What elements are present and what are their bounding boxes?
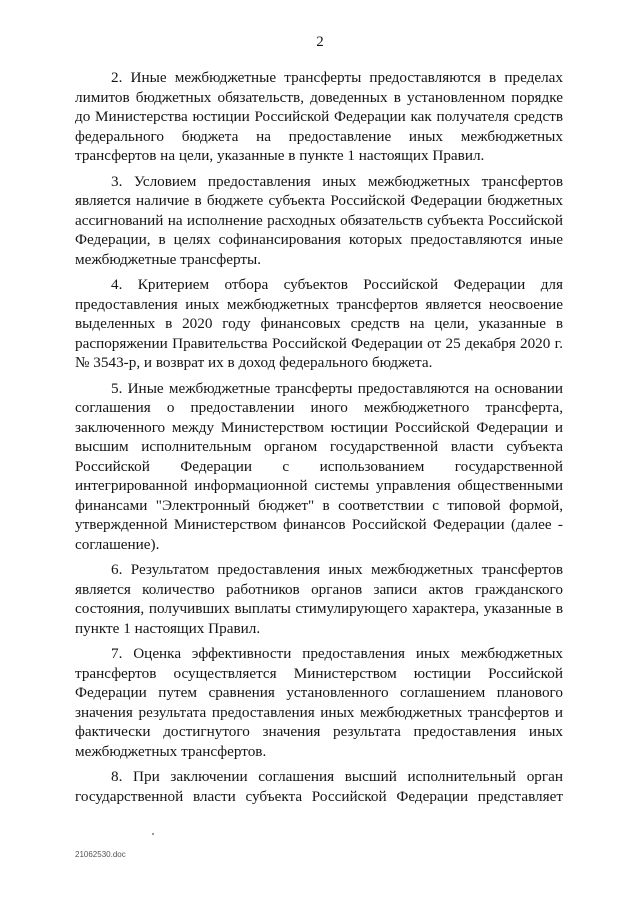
paragraph-5: 5. Иные межбюджетные трансферты предоставляются на основании соглашения о предоставлении иного межбюджетного трансферта, заключенного между Министерством юстиции Российской Федерации и высшим исполнительным органом государственной власти субъекта Российской Федерации с использованием государственной интегрированной информационной системы управления общественными финансами "Электронный бюджет" в соответствии с типовой формой, утвержденной Министерством финансов Российской Федерации (далее - соглашение). — [75, 379, 563, 553]
paragraph-7: 7. Оценка эффективности предоставления иных межбюджетных трансфертов осуществляется Министерством юстиции Российской Федерации путем сравнения установленного соглашением планового значения результата предоставления иных межбюджетных трансфертов и фактически достигнутого значения результата предоставления иных межбюджетных трансфертов. — [75, 645, 563, 760]
paragraph-3: 3. Условием предоставления иных межбюджетных трансфертов является наличие в бюджете субъекта Российской Федерации бюджетных ассигнований на исполнение расходных обязательств субъекта Российской Федерации, в целях софинансирования которых предоставляются иные межбюджетные трансферты. — [75, 172, 563, 268]
page-number: 2 — [316, 34, 324, 50]
paragraph-8: 8. При заключении соглашения высший исполнительный орган государственной власти субъекта Российской Федерации представляет — [75, 768, 563, 805]
document-body — [75, 68, 563, 812]
paragraph-2: 2. Иные межбюджетные трансферты предоставляются в пределах лимитов бюджетных обязательств, доведенных в установленном порядке до Министерства юстиции Российской Федерации как получателя средств федерального бюджета на предоставление иных межбюджетных трансфертов на цели, указанные в пункте 1 настоящих Правил. — [75, 69, 563, 164]
paragraph-6: 6. Результатом предоставления иных межбюджетных трансфертов является количество работников органов записи актов гражданского состояния, получивших выплаты стимулирующего характера, указанные в пункте 1 настоящих Правил. — [75, 561, 563, 637]
footer-file-code: 21062530.doc — [75, 850, 126, 859]
paragraph-4: 4. Критерием отбора субъектов Российской Федерации для предоставления иных межбюджетных трансфертов является неосвоение выделенных в 2020 году финансовых средств на цели, указанные в распоряжении Правительства Российской Федерации от 25 декабря 2020 г. № 3543-р, и возврат их в доход федерального бюджета. — [75, 276, 563, 371]
scan-mark — [152, 833, 154, 835]
